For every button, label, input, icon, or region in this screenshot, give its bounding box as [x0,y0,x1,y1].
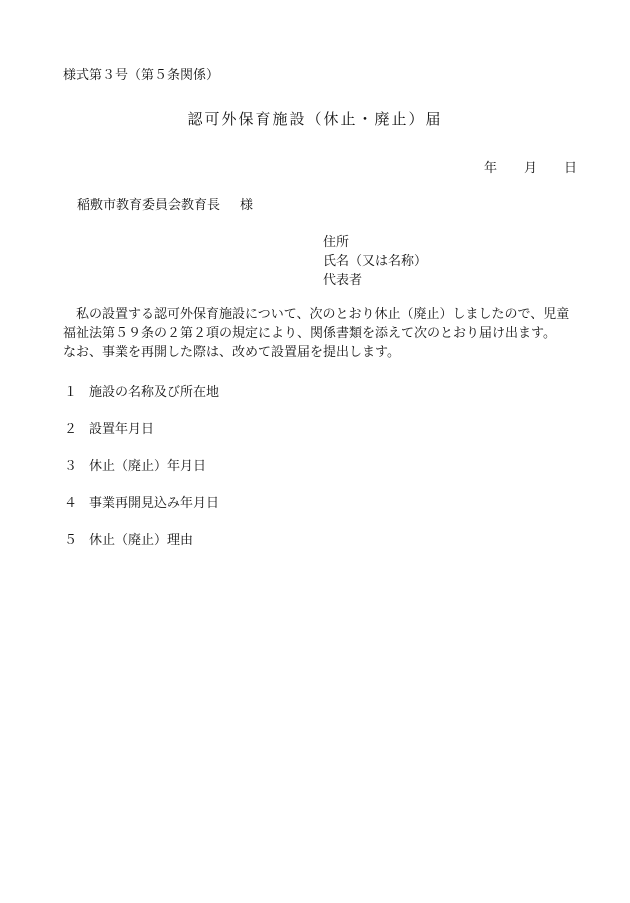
item-number: ５ [64,533,78,548]
addressee [77,194,253,213]
addressee-honorific: 様 [240,198,254,213]
item-number: ４ [64,496,78,511]
item-number: １ [64,385,78,400]
item-number: ３ [64,459,78,474]
body-paragraph [63,305,583,362]
sender-representative-label: 代表者 [323,273,363,288]
item-label: 設置年月日 [89,422,155,437]
date-day-label: 日 [564,161,578,176]
document-title: 認可外保育施設（休止・廃止）届 [187,110,443,128]
list-item [64,455,206,474]
item-label: 休止（廃止）年月日 [89,459,207,474]
body-line-1: 私の設置する認可外保育施設について、次のとおり休止（廃止）しましたので、児童 [76,307,570,322]
addressee-name: 稲敷市教育委員会教育長 [77,198,221,213]
list-item [64,381,219,400]
item-label: 施設の名称及び所在地 [89,385,220,400]
list-item [64,529,193,548]
sender-name-label: 氏名（又は名称） [323,254,428,269]
form-number: 様式第３号（第５条関係） [63,68,220,83]
body-line-2: 福祉法第５９条の２第２項の規定により、関係書類を添えて次のとおり届け出ます。 [63,326,556,341]
date-line [484,157,577,176]
sender-block [323,233,427,290]
date-year-label: 年 [484,161,498,176]
body-line-3: なお、事業を再開した際は、改めて設置届を提出します。 [63,345,400,360]
item-label: 休止（廃止）理由 [89,533,194,548]
date-month-label: 月 [524,161,538,176]
sender-address-label: 住所 [323,235,350,250]
list-item [64,492,219,511]
item-number: ２ [64,422,78,437]
item-label: 事業再開見込み年月日 [89,496,220,511]
list-item [64,418,154,437]
